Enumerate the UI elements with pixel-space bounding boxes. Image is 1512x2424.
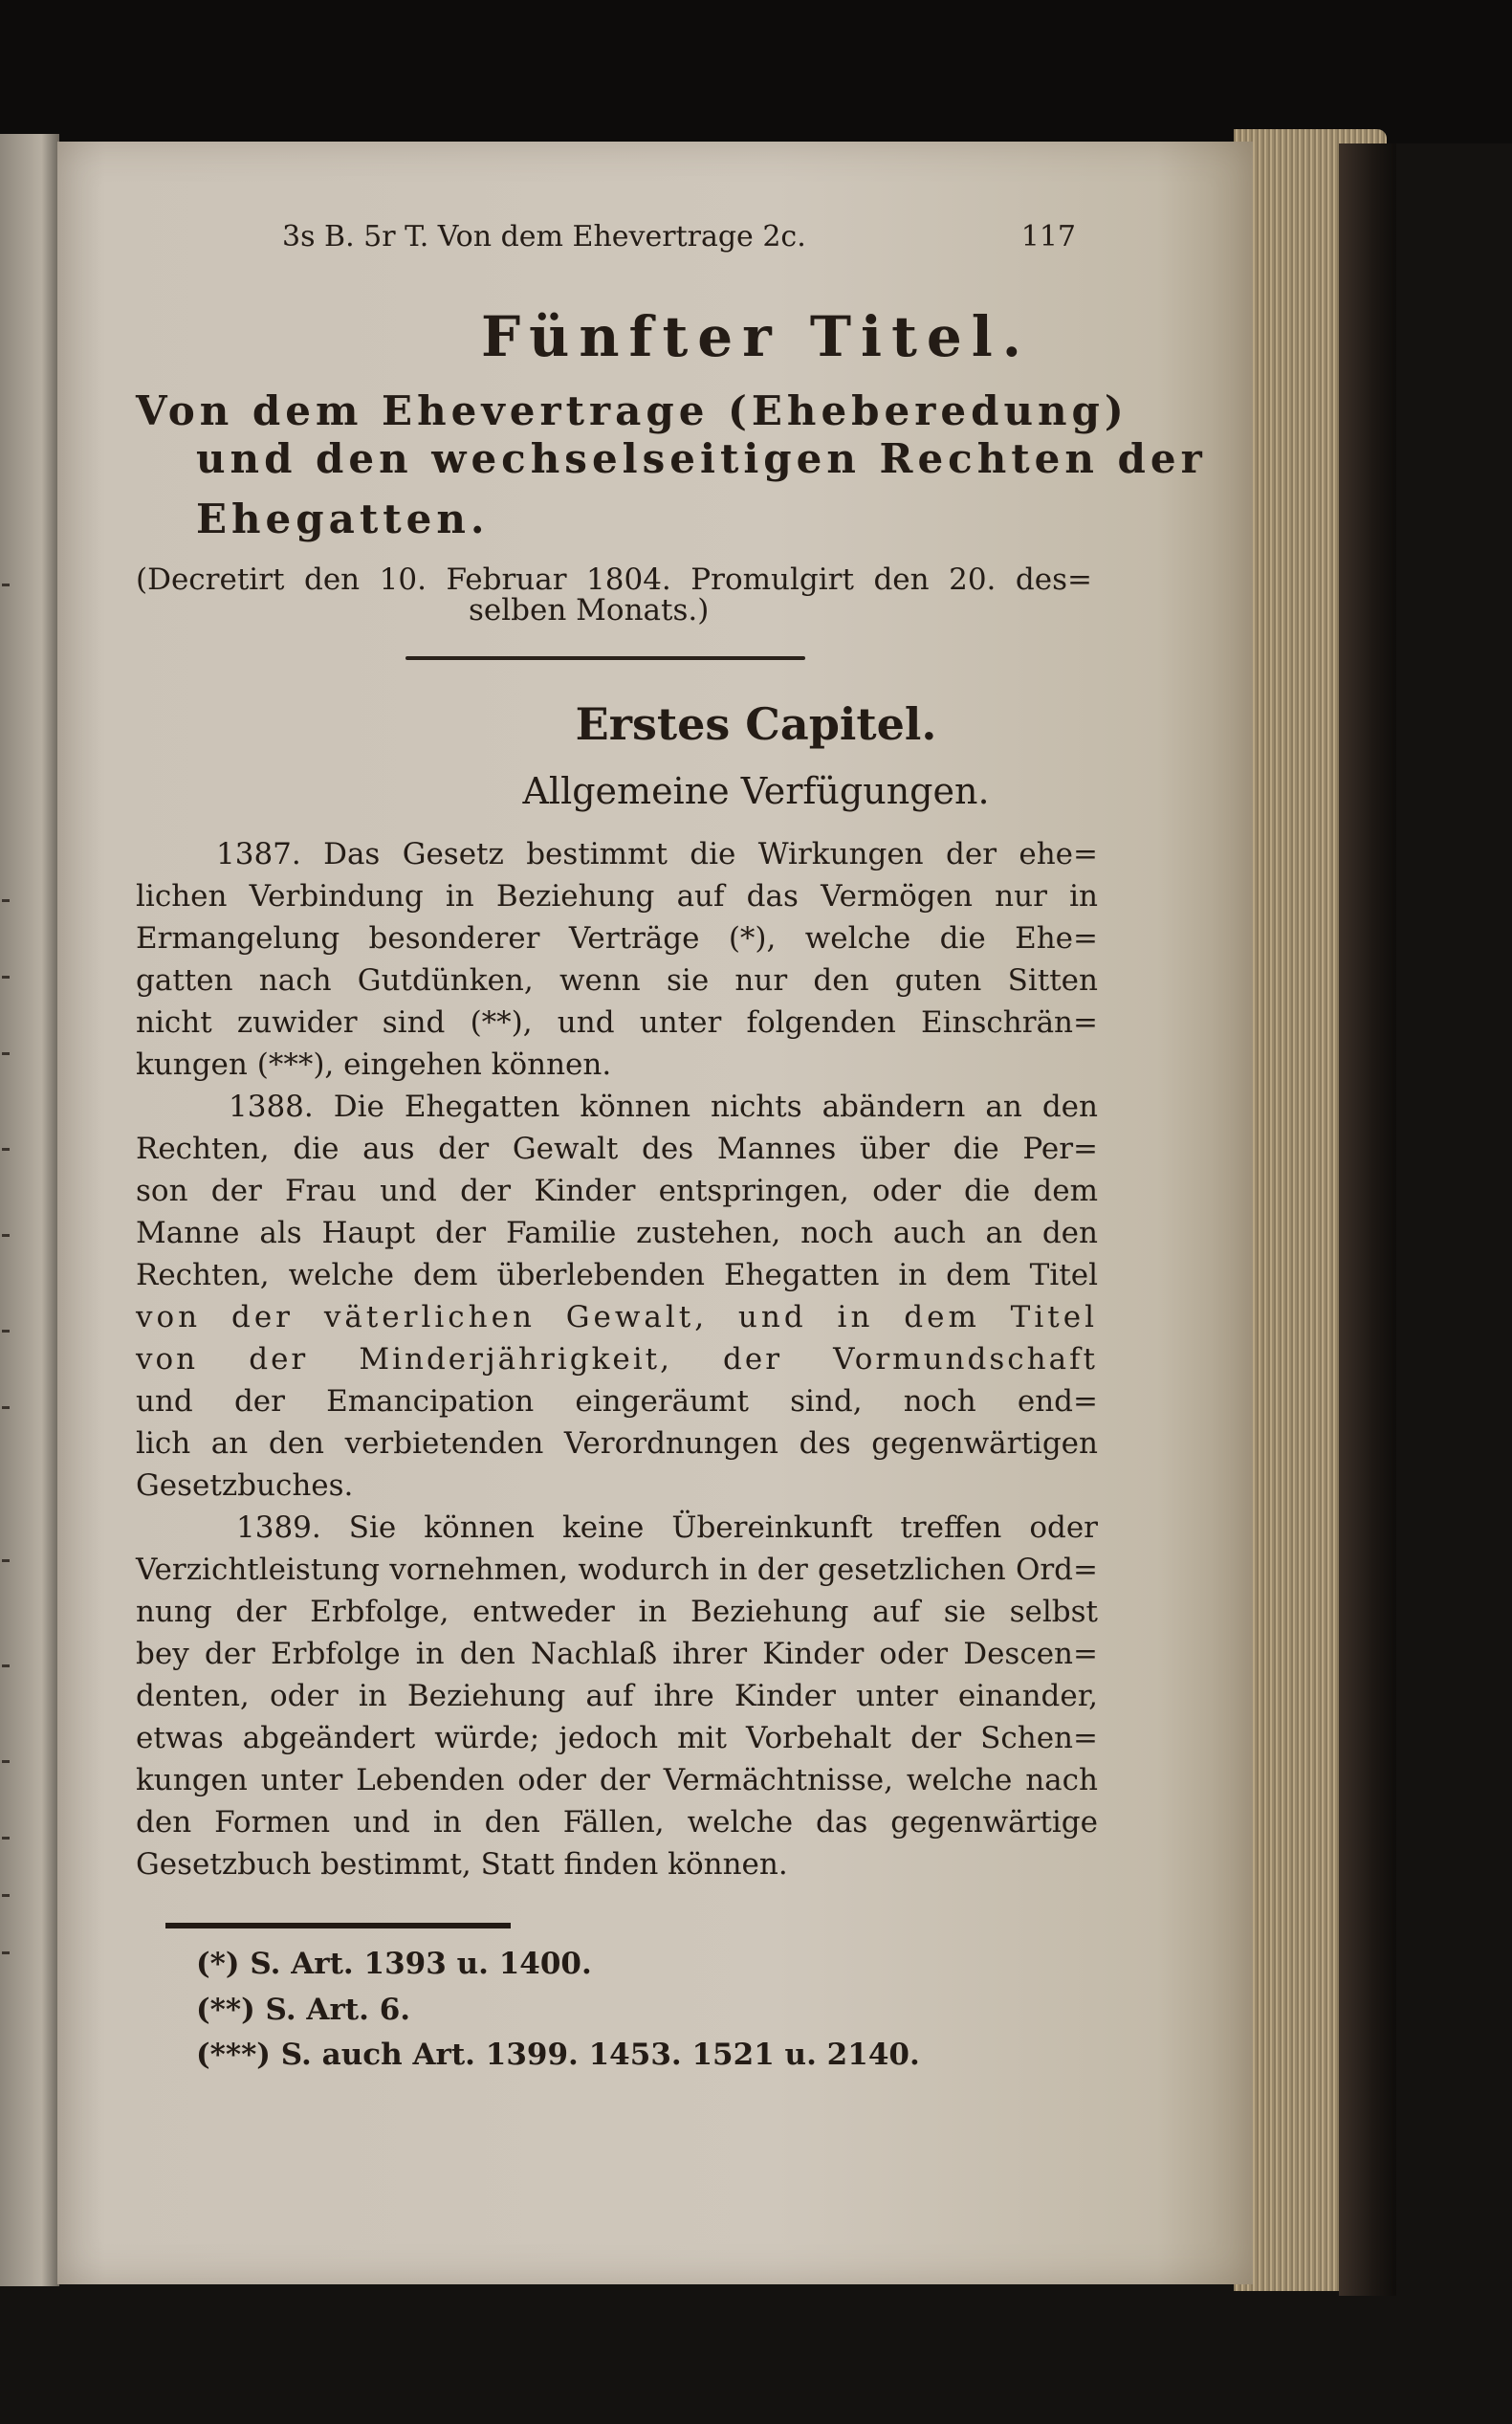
divider-rule — [405, 656, 805, 660]
body-line: von der Minderjährigkeit, der Vormundschaft — [136, 1342, 1098, 1377]
body-line: 1389. Sie können keine Übereinkunft treffen oder — [236, 1510, 1098, 1545]
body-line: son der Frau und der Kinder entspringen, oder die dem — [136, 1174, 1098, 1208]
body-line: bey der Erbfolge in den Nachlaß ihrer Kinder oder Descen= — [136, 1637, 1098, 1671]
body-line: gatten nach Gutdünken, wenn sie nur den guten Sitten — [136, 963, 1098, 998]
subtitle-line: Von dem Ehevertrage (Eheberedung) — [136, 387, 1129, 434]
subtitle-line: und den wechselseitigen Rechten der — [196, 435, 1207, 482]
decree-line: selben Monats.) — [469, 593, 710, 628]
body-line: Gesetzbuches. — [136, 1468, 354, 1503]
background-dark — [0, 0, 1512, 143]
title-heading: Fünfter Titel. — [481, 304, 1031, 369]
chapter-title: Erstes Capitel. — [575, 698, 937, 750]
body-line: von der väterlichen Gewalt, und in dem Titel — [136, 1300, 1098, 1334]
body-line: nung der Erbfolge, entweder in Beziehung auf sie selbst — [136, 1595, 1098, 1629]
body-line: Manne als Haupt der Familie zustehen, noch auch an den — [136, 1216, 1098, 1250]
body-line: kungen unter Lebenden oder der Vermächtnisse, welche nach — [136, 1763, 1098, 1797]
footnote: (*) S. Art. 1393 u. 1400. — [196, 1947, 592, 1981]
left-page-text-fragments — [2, 134, 15, 2286]
running-header — [282, 220, 1076, 253]
footnote-rule — [165, 1923, 511, 1928]
body-line: nicht zuwider sind (**), und unter folgenden Einschrän= — [136, 1005, 1098, 1040]
body-line: den Formen und in den Fällen, welche das gegenwärtige — [136, 1805, 1098, 1840]
subtitle-line: Ehegatten. — [196, 496, 490, 542]
body-line: kungen (***), eingehen können. — [136, 1047, 612, 1082]
body-line: Ermangelung besonderer Verträge (*), welche die Ehe= — [136, 921, 1098, 956]
decree-line: (Decretirt den 10. Februar 1804. Promulgirt den 20. des= — [136, 562, 1092, 597]
running-head-text: 3s B. 5r T. Von dem Ehevertrage 2c. — [282, 220, 806, 253]
body-line: 1387. Das Gesetz bestimmt die Wirkungen der ehe= — [216, 837, 1098, 871]
footnote: (**) S. Art. 6. — [196, 1993, 411, 2027]
body-line: etwas abgeändert würde; jedoch mit Vorbehalt der Schen= — [136, 1721, 1098, 1755]
body-line: lichen Verbindung in Beziehung auf das Vermögen nur in — [136, 879, 1098, 914]
body-line: Rechten, welche dem überlebenden Ehegatten in dem Titel — [136, 1258, 1098, 1292]
book-binding — [1339, 143, 1396, 2296]
footnote: (***) S. auch Art. 1399. 1453. 1521 u. 2140. — [196, 2038, 920, 2072]
body-line: lich an den verbietenden Verordnungen des gegenwärtigen — [136, 1426, 1098, 1461]
body-line: Gesetzbuch bestimmt, Statt finden können. — [136, 1847, 788, 1882]
body-line: Rechten, die aus der Gewalt des Mannes über die Per= — [136, 1132, 1098, 1166]
body-line: Verzichtleistung vornehmen, wodurch in der gesetzlichen Ord= — [136, 1553, 1098, 1587]
chapter-subtitle: Allgemeine Verfügungen. — [522, 770, 990, 812]
body-line: 1388. Die Ehegatten können nichts abändern an den — [229, 1090, 1098, 1124]
body-line: und der Emancipation eingeräumt sind, noch end= — [136, 1384, 1098, 1419]
left-page-edge — [0, 134, 59, 2286]
body-line: denten, oder in Beziehung auf ihre Kinder unter einander, — [136, 1679, 1098, 1713]
page-number: 117 — [1020, 220, 1076, 253]
